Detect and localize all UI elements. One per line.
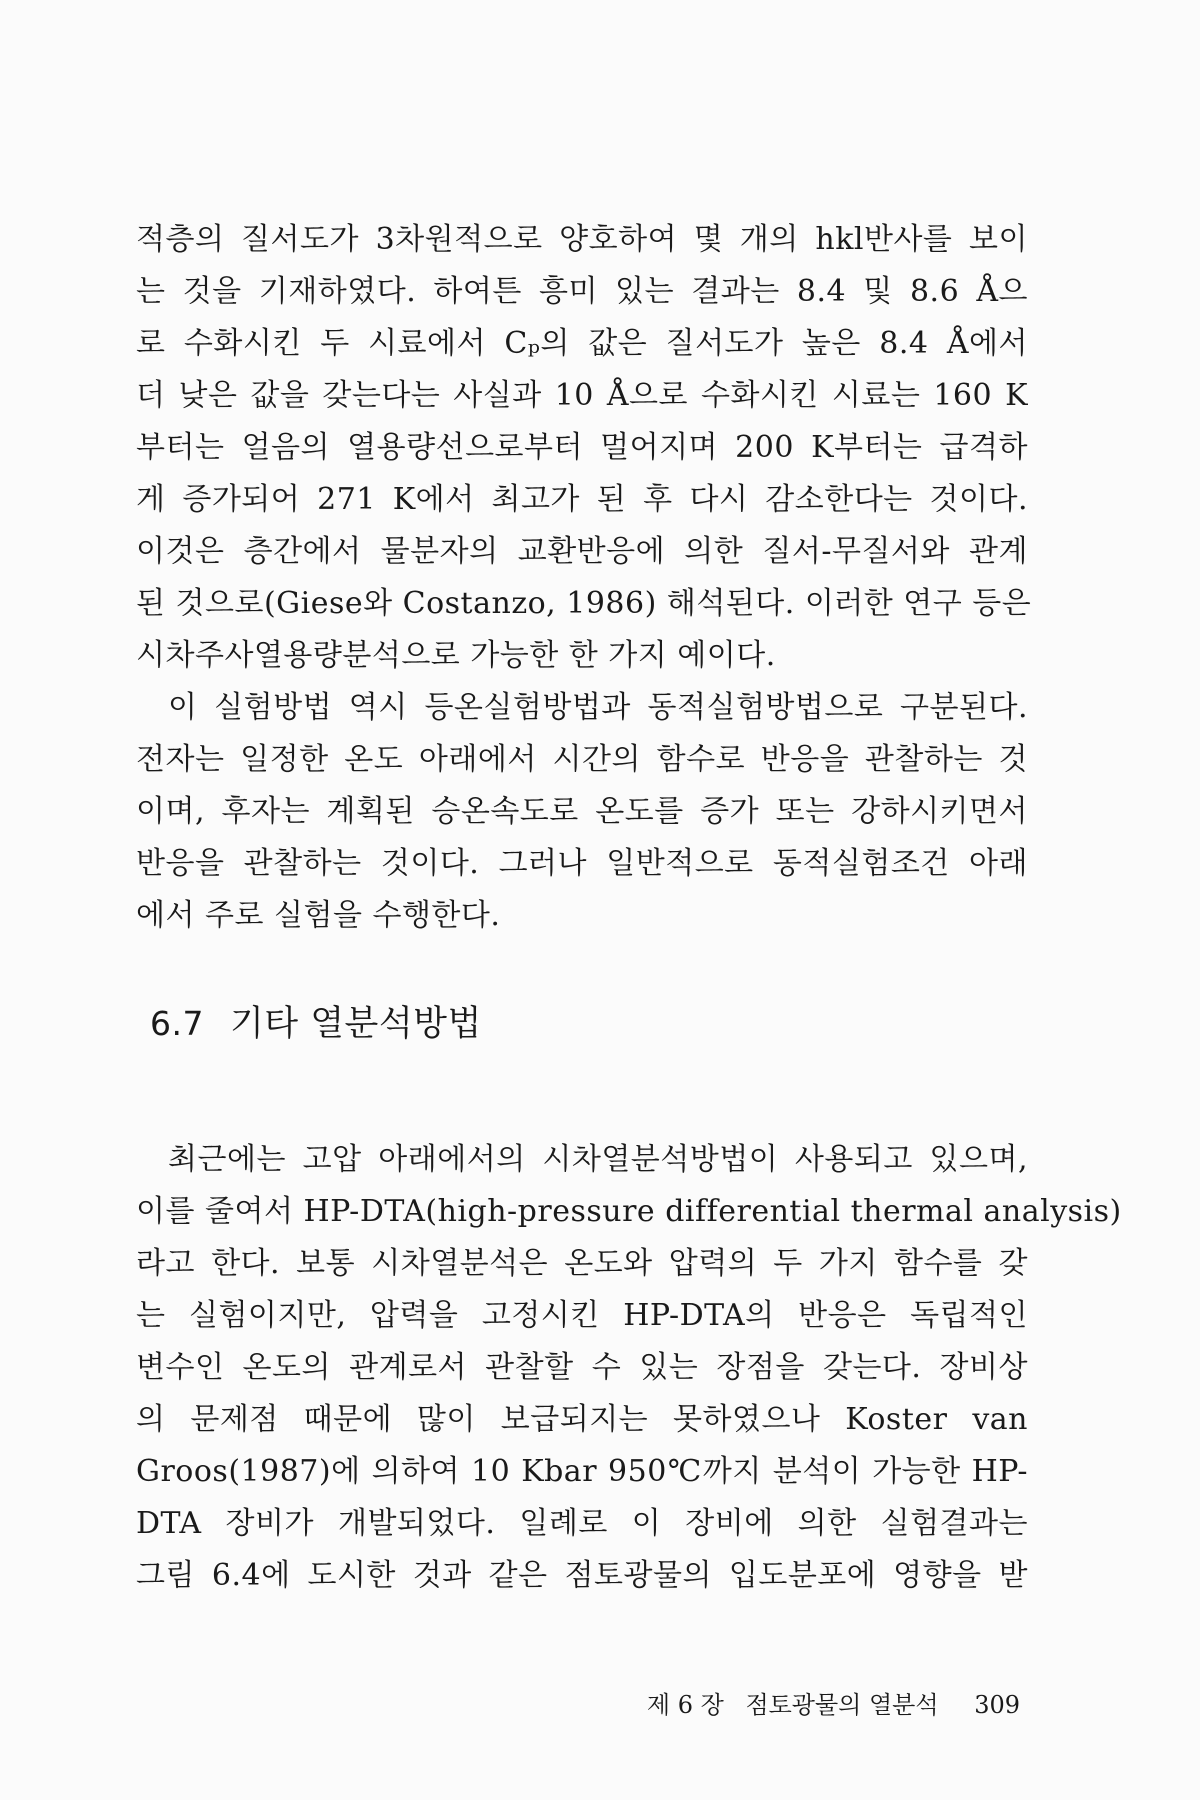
- page-number: 309: [974, 1691, 1020, 1719]
- text-line: 변수인 온도의 관계로서 관찰할 수 있는 장점을 갖는다. 장비상: [136, 1350, 1028, 1385]
- page-footer: [647, 1690, 1020, 1720]
- text-line: 된 것으로(Giese와 Costanzo, 1986) 해석된다. 이러한 연구 등은: [136, 586, 1032, 621]
- text-line: 게 증가되어 271 K에서 최고가 된 후 다시 감소한다는 것이다.: [136, 482, 1028, 517]
- text-line: DTA 장비가 개발되었다. 일례로 이 장비에 의한 실험결과는: [136, 1506, 1028, 1541]
- text-line: 그림 6.4에 도시한 것과 같은 점토광물의 입도분포에 영향을 받: [136, 1558, 1028, 1593]
- text-line: 반응을 관찰하는 것이다. 그러나 일반적으로 동적실험조건 아래: [136, 846, 1028, 881]
- text-line: 로 수화시킨 두 시료에서 Cₚ의 값은 질서도가 높은 8.4 Å에서: [136, 326, 1028, 361]
- text-line: 더 낮은 값을 갖는다는 사실과 10 Å으로 수화시킨 시료는 160 K: [136, 378, 1028, 413]
- text-line: 는 실험이지만, 압력을 고정시킨 HP-DTA의 반응은 독립적인: [136, 1298, 1028, 1333]
- footer-chapter-title: 점토광물의 열분석: [745, 1691, 939, 1719]
- text-line: 적층의 질서도가 3차원적으로 양호하여 몇 개의 hkl반사를 보이: [136, 222, 1028, 257]
- text-line: 이며, 후자는 계획된 승온속도로 온도를 증가 또는 강하시키면서: [136, 794, 1028, 829]
- text-line: 전자는 일정한 온도 아래에서 시간의 함수로 반응을 관찰하는 것: [136, 742, 1028, 777]
- paragraph-experiment-methods: [136, 682, 1028, 942]
- text-line: 이 실험방법 역시 등온실험방법과 동적실험방법으로 구분된다.: [168, 690, 1028, 725]
- paragraph-dsc-results: [136, 214, 1032, 682]
- text-line: 이것은 층간에서 물분자의 교환반응에 의한 질서-무질서와 관계: [136, 534, 1028, 569]
- section-heading: [150, 1002, 482, 1046]
- text-line: 이를 줄여서 HP-DTA(high-pressure differential thermal analysis): [136, 1194, 1122, 1229]
- text-line: 부터는 얼음의 열용량선으로부터 멀어지며 200 K부터는 급격하: [136, 430, 1028, 465]
- paragraph-hp-dta: [136, 1134, 1122, 1602]
- text-line: 의 문제점 때문에 많이 보급되지는 못하였으나 Koster van: [136, 1402, 1028, 1437]
- text-line: 라고 한다. 보통 시차열분석은 온도와 압력의 두 가지 함수를 갖: [136, 1246, 1028, 1281]
- text-line: 시차주사열용량분석으로 가능한 한 가지 예이다.: [136, 638, 776, 673]
- section-title: 기타 열분석방법: [229, 1004, 482, 1044]
- footer-chapter: 제 6 장: [646, 1691, 724, 1719]
- text-line: Groos(1987)에 의하여 10 Kbar 950℃까지 분석이 가능한 HP-: [136, 1454, 1028, 1489]
- text-line: 는 것을 기재하였다. 하여튼 흥미 있는 결과는 8.4 및 8.6 Å으: [136, 274, 1028, 309]
- section-number: 6.7: [150, 1004, 204, 1043]
- text-line: 에서 주로 실험을 수행한다.: [136, 898, 501, 933]
- text-line: 최근에는 고압 아래에서의 시차열분석방법이 사용되고 있으며,: [168, 1142, 1028, 1177]
